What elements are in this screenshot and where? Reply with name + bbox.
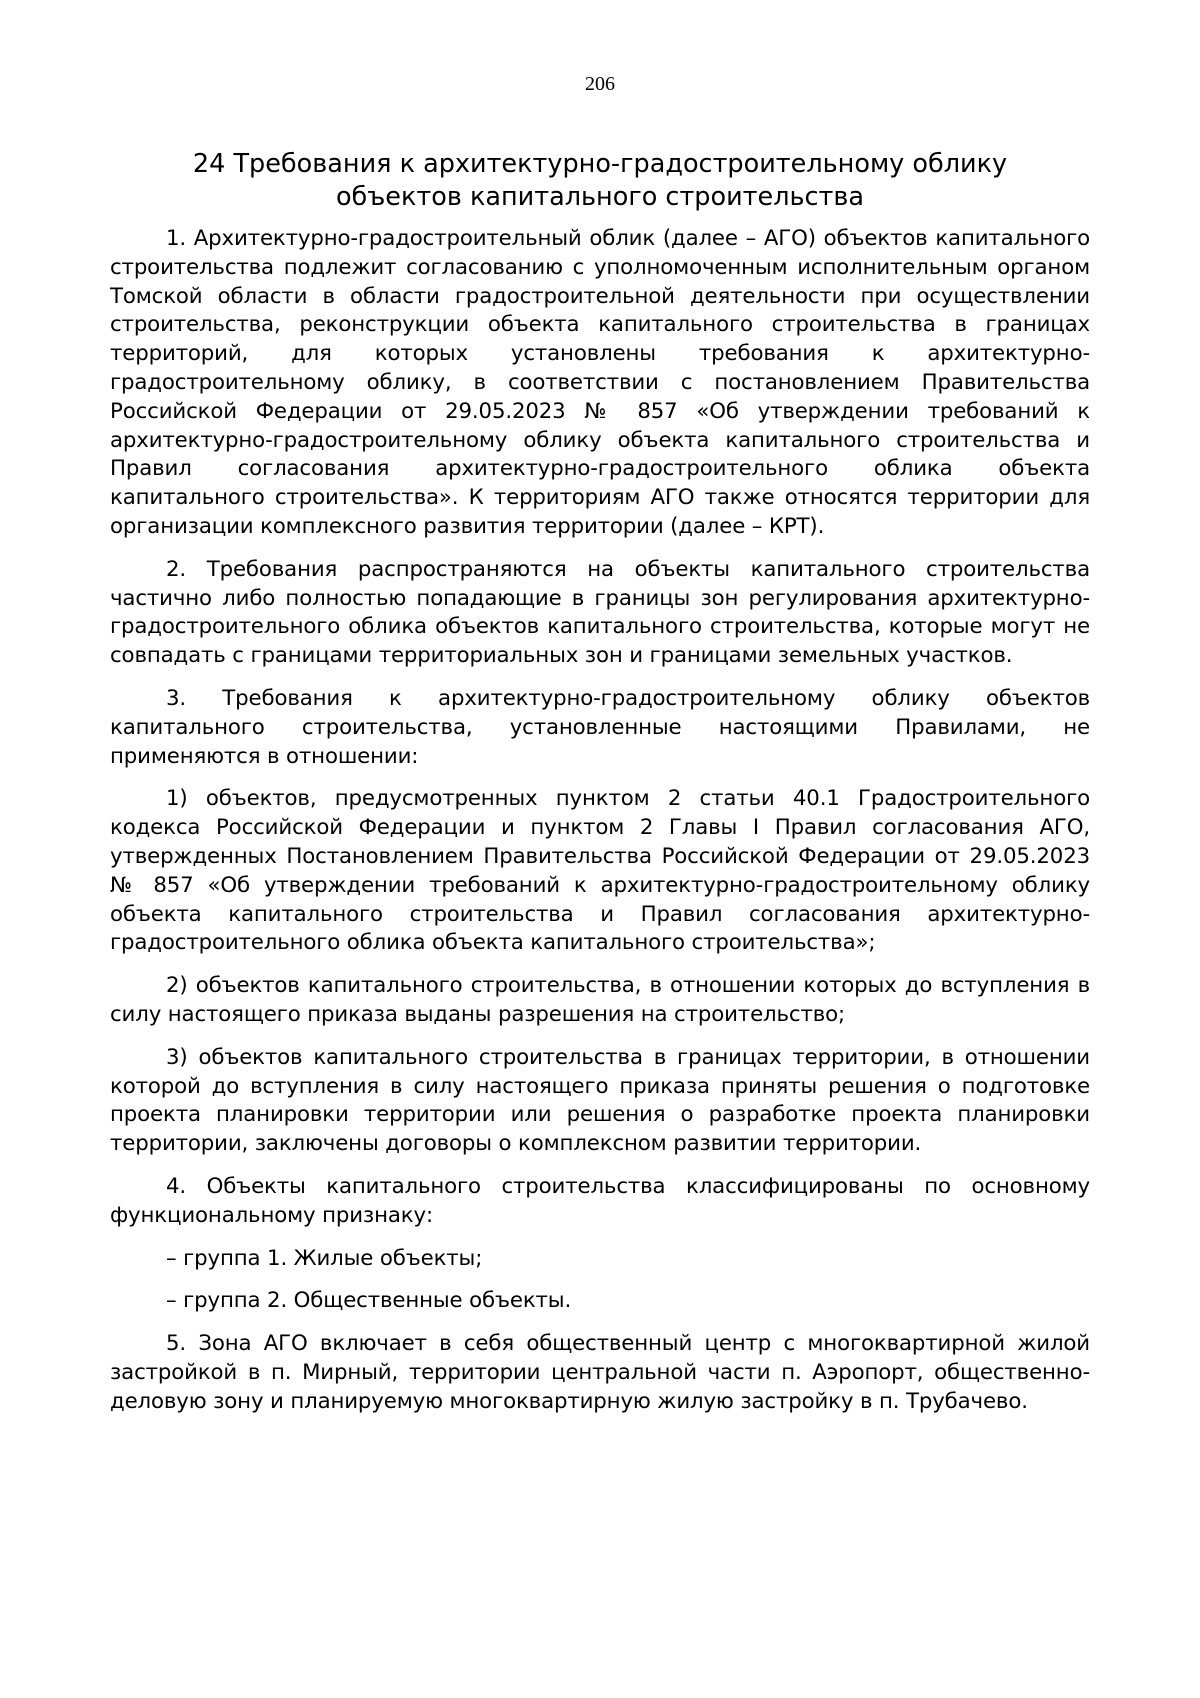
group-item-1: – группа 1. Жилые объекты; (166, 1245, 483, 1271)
section-heading (110, 148, 1090, 214)
paragraph-2: 2. Требования распространяются на объекты капитального строительства частично либо полностью попадающие в границы зон регулирования архитектурно-градостроительного облика объектов капитального строительства, которые могут не совпадать с границами территориальных зон и границами земельных участков. (110, 556, 1090, 669)
section-heading-line-2: объектов капитального строительства (335, 182, 865, 212)
section-heading-line-1: 24 Требования к архитектурно-градостроительному облику (192, 149, 1008, 179)
list-item-2: 2) объектов капитального строительства, в отношении которых до вступления в силу настоящего приказа выданы разрешения на строительство; (110, 973, 1090, 1027)
list-item-3: 3) объектов капитального строительства в границах территории, в отношении которой до вступления в силу настоящего приказа приняты решения о подготовке проекта планировки территории или решения о разработке проекта планировки территории, заключены договоры о комплексном развитии территории. (110, 1044, 1090, 1157)
paragraph-5: 5. Зона АГО включает в себя общественный центр с многоквартирной жилой застройкой в п. Мирный, территории центральной части п. Аэропорт, общественно-деловую зону и планируемую многоквартирную жилую застройку в п. Трубачево. (110, 1331, 1090, 1414)
paragraph-4: 4. Объекты капитального строительства классифицированы по основному функциональному признаку: (110, 1173, 1090, 1228)
group-item-2: – группа 2. Общественные объекты. (166, 1288, 572, 1314)
paragraph-1: 1. Архитектурно-градостроительный облик (далее – АГО) объектов капитального строительства подлежит согласованию с уполномоченным исполнительным органом Томской области в области градостроительной деятельности при осуществлении строительства, реконструкции объекта капитального строительства в границах территорий, для которых установлены требования к архитектурно-градостроительному облику, в соответствии с постановлением Правительства Российской Федерации от 29.05.2023 № 857 «Об утверждении требований к архитектурно-градостроительному облику объекта капитального строительства и Правил согласования архитектурно-градостроительного облика объекта капитального строительства». К территориям АГО также относятся территории для организации комплексного развития территории (далее – КРТ). (110, 226, 1090, 539)
page-number: 206 (585, 73, 615, 95)
list-item-1: 1) объектов, предусмотренных пунктом 2 статьи 40.1 Градостроительного кодекса Российской Федерации и пунктом 2 Главы I Правил согласования АГО, утвержденных Постановлением Правительства Российской Федерации от 29.05.2023 № 857 «Об утверждении требований к архитектурно-градостроительному облику объекта капитального строительства и Правил согласования архитектурно-градостроительного облика объекта капитального строительства»; (110, 786, 1090, 956)
paragraph-3: 3. Требования к архитектурно-градостроительному облику объектов капитального строительства, установленные настоящими Правилами, не применяются в отношении: (110, 685, 1090, 769)
document-body (110, 225, 1090, 1430)
